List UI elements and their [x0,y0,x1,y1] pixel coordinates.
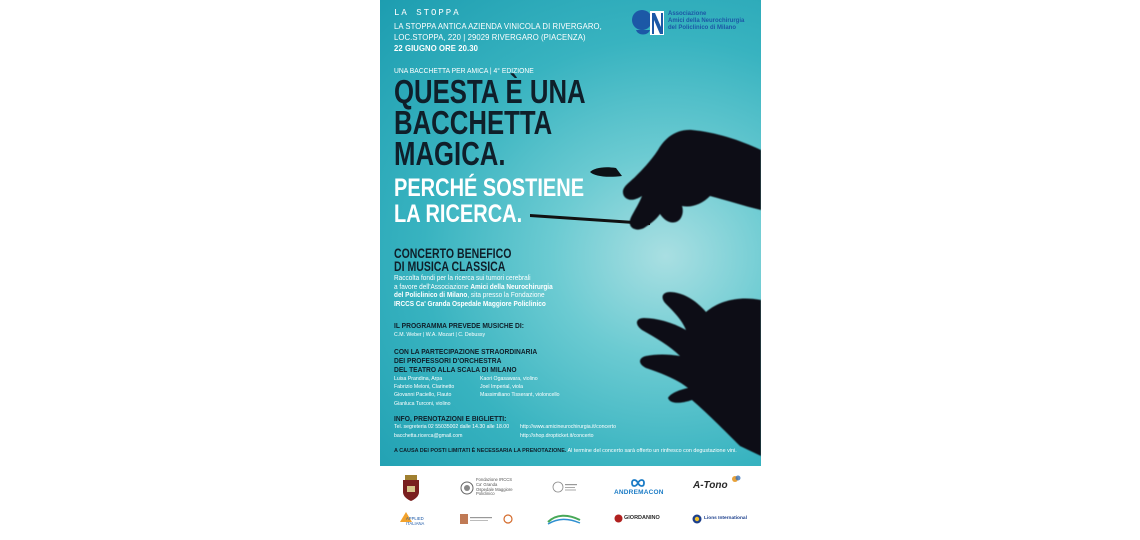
venue-address-line: LOC.STOPPA, 220 | 29029 RIVERGARO (PIACENZA) [394,32,586,42]
description-line: Raccolta fondi per la ricerca sui tumori cerebrali [394,273,531,282]
concert-description [394,274,553,309]
association-logo [630,8,758,40]
a-tono-name: A-Tono [693,480,728,491]
participation-heading-line: DEI PROFESSORI D'ORCHESTRA [394,356,502,365]
lions-emblem-icon [692,514,702,524]
giordanino-g-icon [614,514,623,523]
andremacon-name: ANDREMACON [614,489,664,496]
event-date: 22 GIUGNO ORE 20.30 [394,43,478,53]
info-links [520,423,616,441]
municipal-crest-icon [400,474,422,502]
headline-line: QUESTA È UNA [394,73,586,110]
musician-item: Luisa Prandina, Arpa [394,376,443,382]
email-link[interactable]: bacchetta.ricerca@gmail.com [394,433,463,439]
musician-item: Kaori Ogasawara, violino [480,376,538,382]
association-line: Associazione [668,11,707,17]
giordanino-name: GIORDANINO [624,515,660,521]
policlinico-line: Ospedale Maggiore [476,486,513,492]
policlinico-name [476,478,513,497]
a-tono-logo [693,480,728,491]
website-link[interactable]: http://www.amicineurochirurgia.it/concerto [520,424,617,430]
policlinico-line: Policlinico [476,491,495,497]
musician-item: Massimiliano Tisserant, violoncello [480,392,560,399]
policlinico-line: Ca' Granda [476,481,498,487]
program-heading: IL PROGRAMMA PREVEDE MUSICHE DI: [394,321,524,330]
musicians-column-right [480,375,560,400]
concert-poster [380,0,761,540]
info-heading: INFO, PRENOTAZIONI E BIGLIETTI: [394,414,507,423]
description-text: a favore dell'Associazione [394,281,471,291]
association-highlight: del Policlinico di Milano [394,290,468,300]
upper-hand-shape [623,130,761,230]
booking-notice [394,448,737,454]
foundation-highlight: IRCCS Ca' Granda Ospedale Maggiore Policlinico [394,299,546,309]
venue-block [394,8,620,54]
sponsors-strip [380,466,761,540]
concert-title [394,247,511,273]
association-name [668,11,744,33]
description-line [394,300,553,309]
sponsor-logo-icon [460,512,516,526]
participation-heading-line: DEL TEATRO ALLA SCALA DI MILANO [394,365,517,374]
musician-item: Joel Imperial, viola [480,384,523,391]
program-composers: C.M. Weber | W.A. Mozart | C. Debussy [394,332,486,338]
headline-line: BACCHETTA [394,104,553,141]
musician-item: Fabrizio Meloni, Clarinetto [394,384,455,391]
infinity-icon [626,478,650,488]
booking-notice-text: Al termine del concerto sarà offerto un rinfresco con degustazione vini. [566,448,737,454]
musician-item: Gianluca Turconi, violino [394,400,451,407]
association-head-icon [630,8,666,38]
association-line: Amici della Neurochirurgia [668,18,745,25]
lions-name: Lions International [704,516,747,521]
association-line: del Policlinico di Milano [668,25,737,32]
andremacon-logo [614,478,662,498]
subheadline-line: PERCHÉ SOSTIENE [394,174,585,202]
university-logo-icon [552,480,578,494]
musicians-list [394,375,560,408]
subheadline-line: LA RICERCA. [394,200,523,228]
applied-name: APPLIED ITALIANA [406,516,425,526]
booking-notice-emphasis: A CAUSA DEI POSTI LIMITATI È NECESSARIA LA PRENOTAZIONE. [394,448,567,454]
association-highlight: Amici della Neurochirurgia [470,281,553,291]
wave-logo-icon [546,512,582,526]
venue-address-line: LA STOPPA ANTICA AZIENDA VINICOLA DI RIVERGARO, [394,21,602,31]
info-contacts [394,423,617,441]
a-tono-circles-icon [731,474,741,484]
phone-info: Tel. segreteria 02 55035002 dalle 14.30 alle 18.00 [394,424,510,430]
concert-title-line: DI MUSICA CLASSICA [394,259,506,274]
venue-brand: LA STOPPA [394,8,461,18]
participation-heading-line: CON LA PARTECIPAZIONE STRAORDINARIA [394,347,538,356]
policlinico-seal-icon [460,481,474,495]
ticket-shop-link[interactable]: http://shop.dropticket.it/concerto [520,433,594,439]
headline-line: MAGICA. [394,135,506,172]
edition-label: UNA BACCHETTA PER AMICA | 4° EDIZIONE [394,66,534,75]
description-text: , sita presso la Fondazione [467,290,545,300]
participation-heading [394,347,537,374]
subheadline [394,175,584,227]
concert-title-line: CONCERTO BENEFICO [394,246,512,261]
upper-finger-shape [590,167,622,177]
policlinico-line: Fondazione IRCCS [476,477,513,482]
lower-hand-shape [637,292,761,456]
headline [394,73,586,172]
musician-item: Giovanni Paciello, Flauto [394,392,452,399]
